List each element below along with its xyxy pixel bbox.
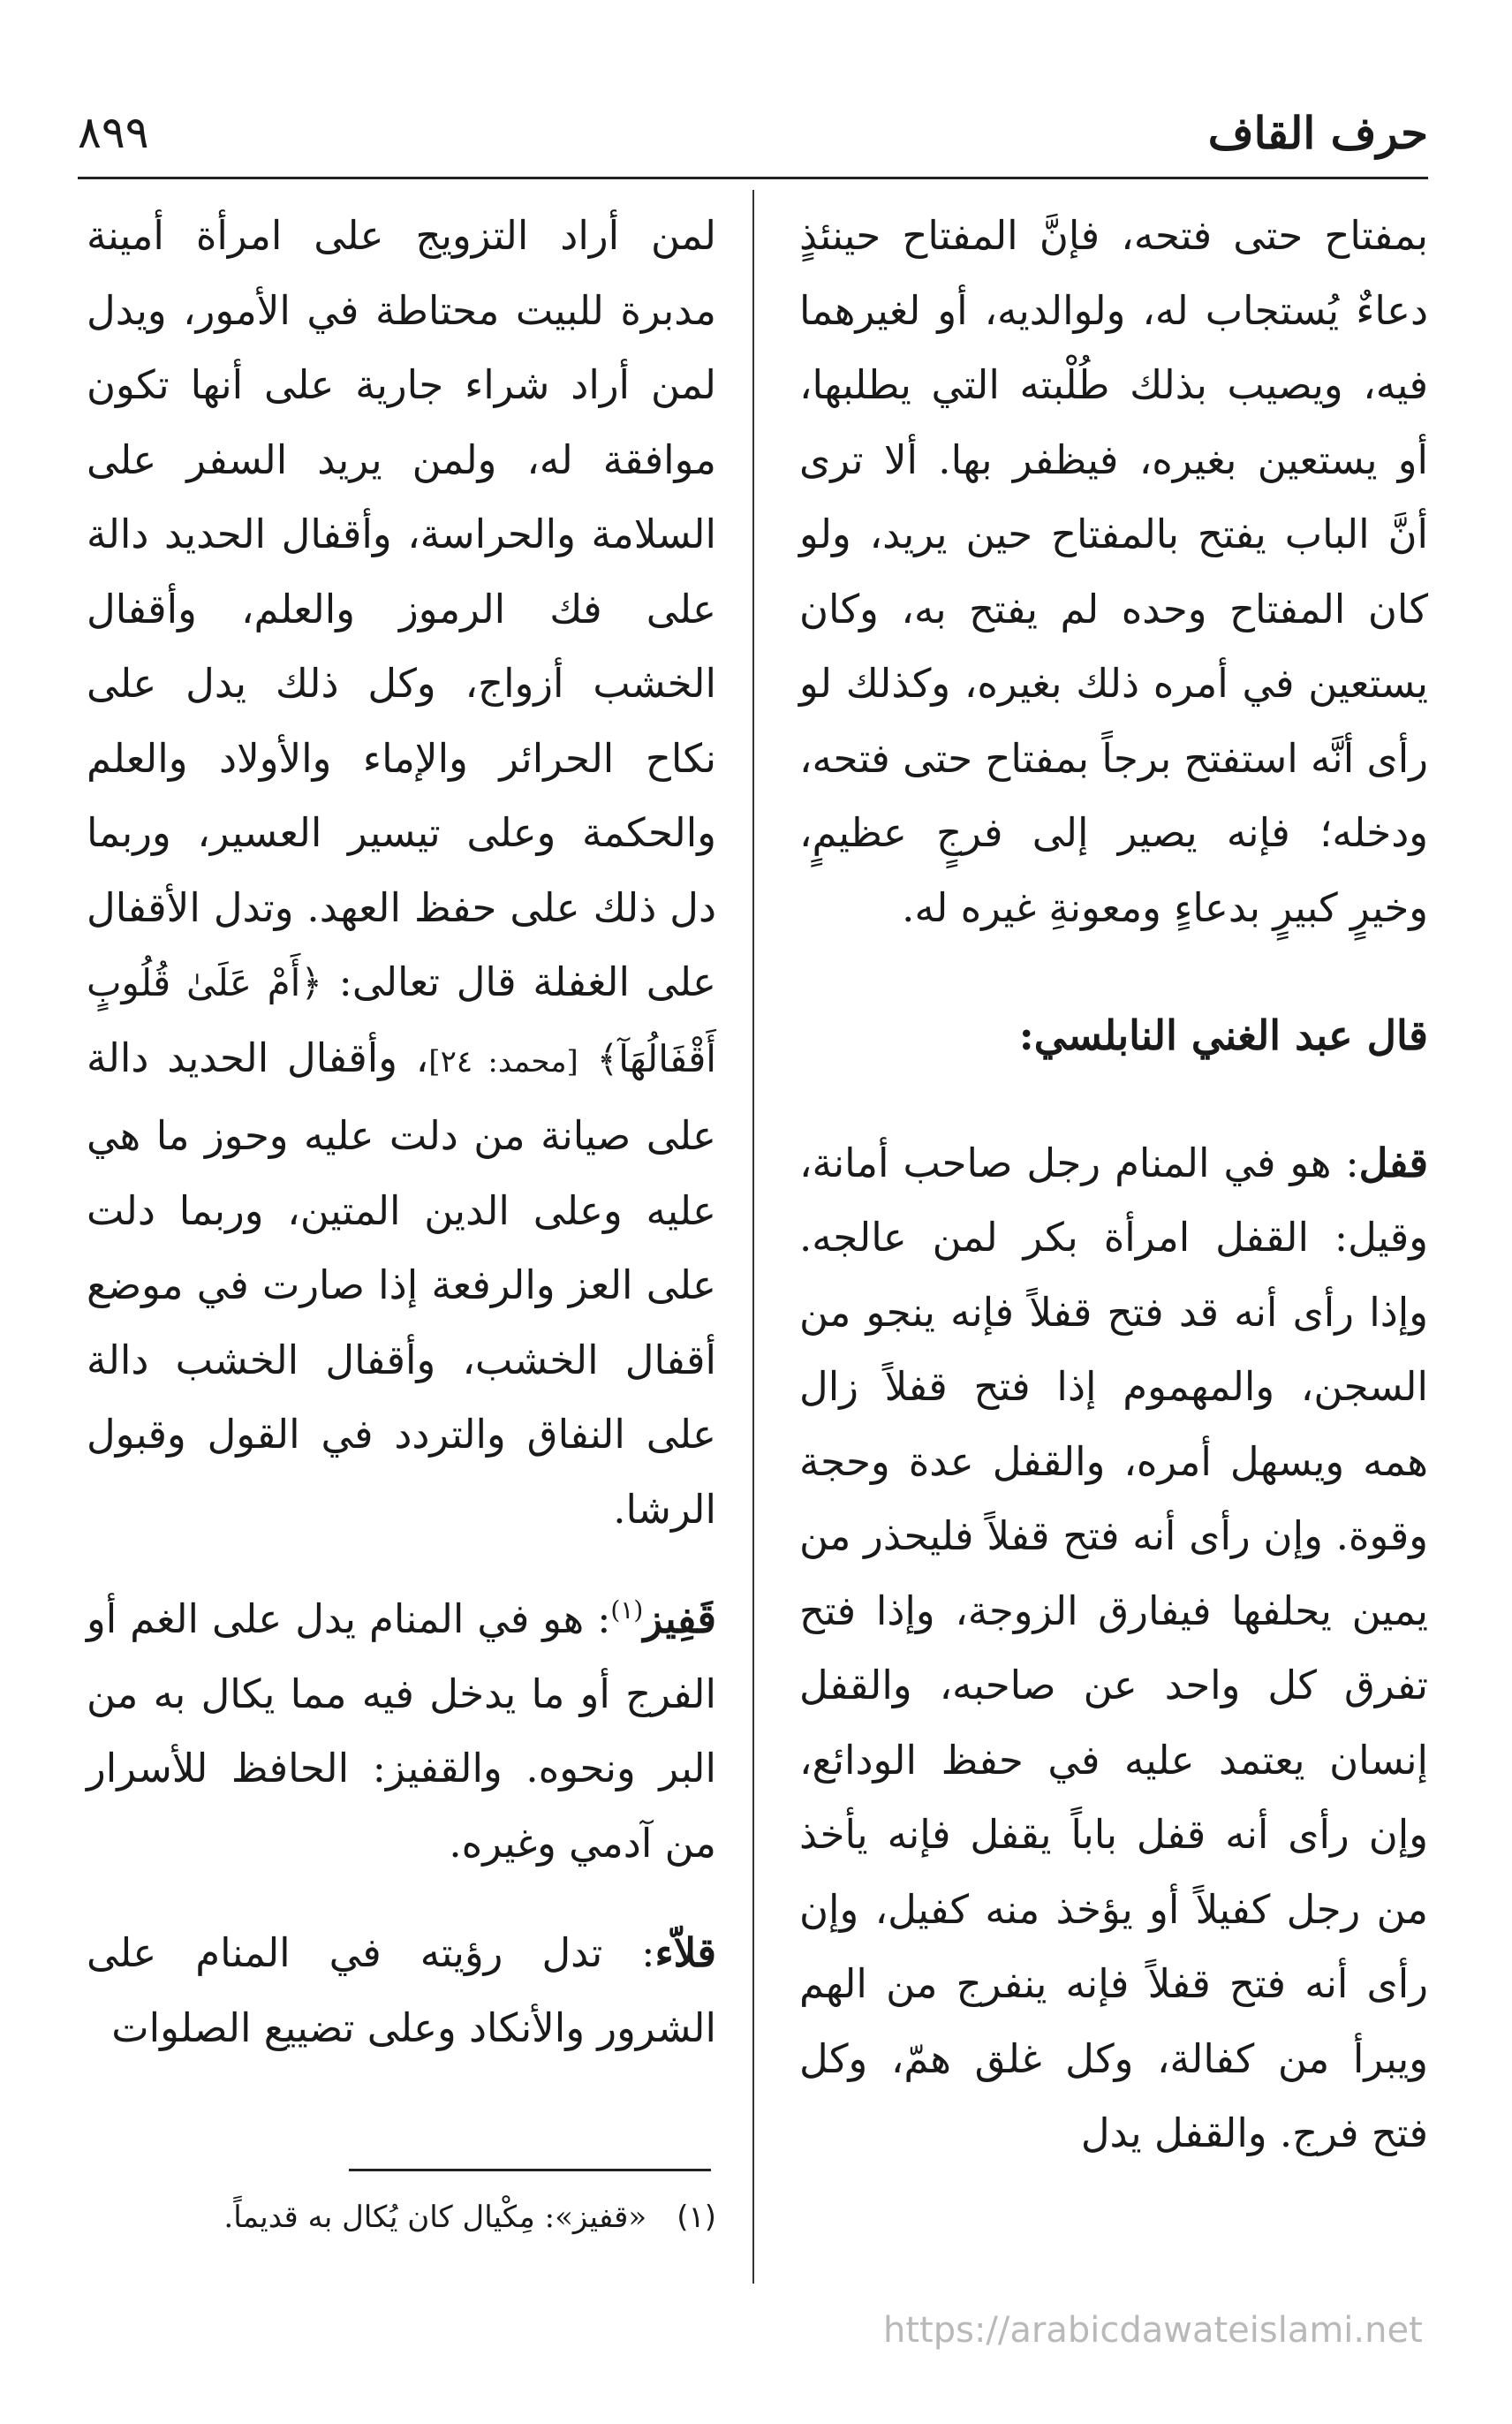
paragraph-text-part-1: لمن أراد التزويج على امرأة أمينة مدبرة للبيت محتاطة في الأمور، ويدل لمن أراد شراء جارية على أنها تكون موافقة له، ولمن يريد السفر على السلامة والحراسة، وأقفال الحديد دالة على فك الرموز والعلم، وأقفال الخشب أزواج، وكل ذلك يدل على نكاح الحرائر والإماء والأولاد والعلم والحكمة وعلى تيسير العسير، وربما دل ذلك على حفظ العهد. وتدل الأقفال على الغفلة قال تعالى: [87,212,716,1005]
section-heading: قال عبد الغني النابلسي: [1018,1011,1428,1059]
page-number: ٨٩٩ [78,107,149,158]
paragraph-text-part-2: ، وأقفال الحديد دالة على صيانة من دلت عليه وحوز ما هي عليه وعلى الدين المتين، وربما دلت على العز والرفعة إذا صارت في موضع أقفال الخشب، وأقفال الخشب دالة على النفاق والتردد في القول وقبول الرشا. [87,1034,716,1533]
watermark-url: https://arabicdawateislami.net [883,2310,1423,2351]
footnote-rule [349,2169,711,2171]
entry-qufl [799,1126,1428,2171]
left-column [87,199,716,2065]
left-paragraph-1 [87,199,716,1547]
quran-reference: [محمد: ٢٤] [428,1043,578,1079]
page-header [78,97,1428,168]
entry-headword: قَفِيز [643,1595,716,1642]
entry-qafiz [87,1582,716,1881]
footnote [87,2191,716,2244]
entry-qallaa [87,1916,716,2065]
footnote-text: «قفيز»: مِكْيال كان يُكال به قديماً. [223,2200,647,2235]
footnote-number: (١) [677,2200,716,2235]
paragraph-gap [87,1547,716,1582]
entry-headword: قلاّء [654,1929,716,1976]
entry-text: : هو في المنام يدل على الغم أو الفرج أو ما يدخل فيه مما يكال به من البر ونحوه. والقفيز: الحافظ للأسرار من آدمي وغيره. [87,1595,716,1867]
paragraph-gap [87,1881,716,1916]
right-column [799,199,1428,2171]
header-rule [78,177,1428,179]
entry-headword: قفل [1358,1139,1428,1186]
quran-verse: ﴿أَمْ عَلَىٰ قُلُوبٍ أَقْفَالُهَآ﴾ [87,961,716,1080]
chapter-title: حرف القاف [1207,106,1428,159]
right-paragraph-1: بمفتاح حتى فتحه، فإنَّ المفتاح حينئذٍ دعاءٌ يُستجاب له، ولوالديه، أو لغيرهما فيه، ويصيب بذلك طُلْبته التي يطلبها، أو يستعين بغيره، فيظفر بها. ألا ترى أنَّ الباب يفتح بالمفتاح حين يريد، ولو كان المفتاح وحده لم يفتح به، وكان يستعين في أمره ذلك بغيره، وكذلك لو رأى أنَّه استفتح برجاً بمفتاح حتى فتحه، ودخله؛ فإنه يصير إلى فرجٍ عظيمٍ، وخيرٍ كبيرٍ بدعاءٍ ومعونةِ غيره له. [799,212,1428,931]
entry-text: : تدل رؤيته في المنام على الشرور والأنكاد وعلى تضييع الصلوات [87,1929,716,2051]
entry-text: : هو في المنام رجل صاحب أمانة، وقيل: القفل امرأة بكر لمن عالجه. وإذا رأى أنه قد فتح قفلاً فإنه ينجو من السجن، والمهموم إذا فتح قفلاً زال همه ويسهل أمره، والقفل عدة وحجة وقوة. وإن رأى أنه فتح قفلاً فليحذر من يمين يحلفها فيفارق الزوجة، وإذا فتح تفرق كل واحد عن صاحبه، والقفل إنسان يعتمد عليه في حفظ الودائع، وإن رأى أنه قفل باباً يقفل فإنه يأخذ من رجل كفيلاً أو يؤخذ منه كفيل، وإن رأى أنه فتح قفلاً فإنه ينفرج من الهم ويبرأ من كفالة، وكل غلق همّ، وكل فتح فرج. والقفل يدل [799,1139,1428,2156]
column-divider [752,190,754,2284]
footnote-marker: (١) [610,1595,644,1625]
